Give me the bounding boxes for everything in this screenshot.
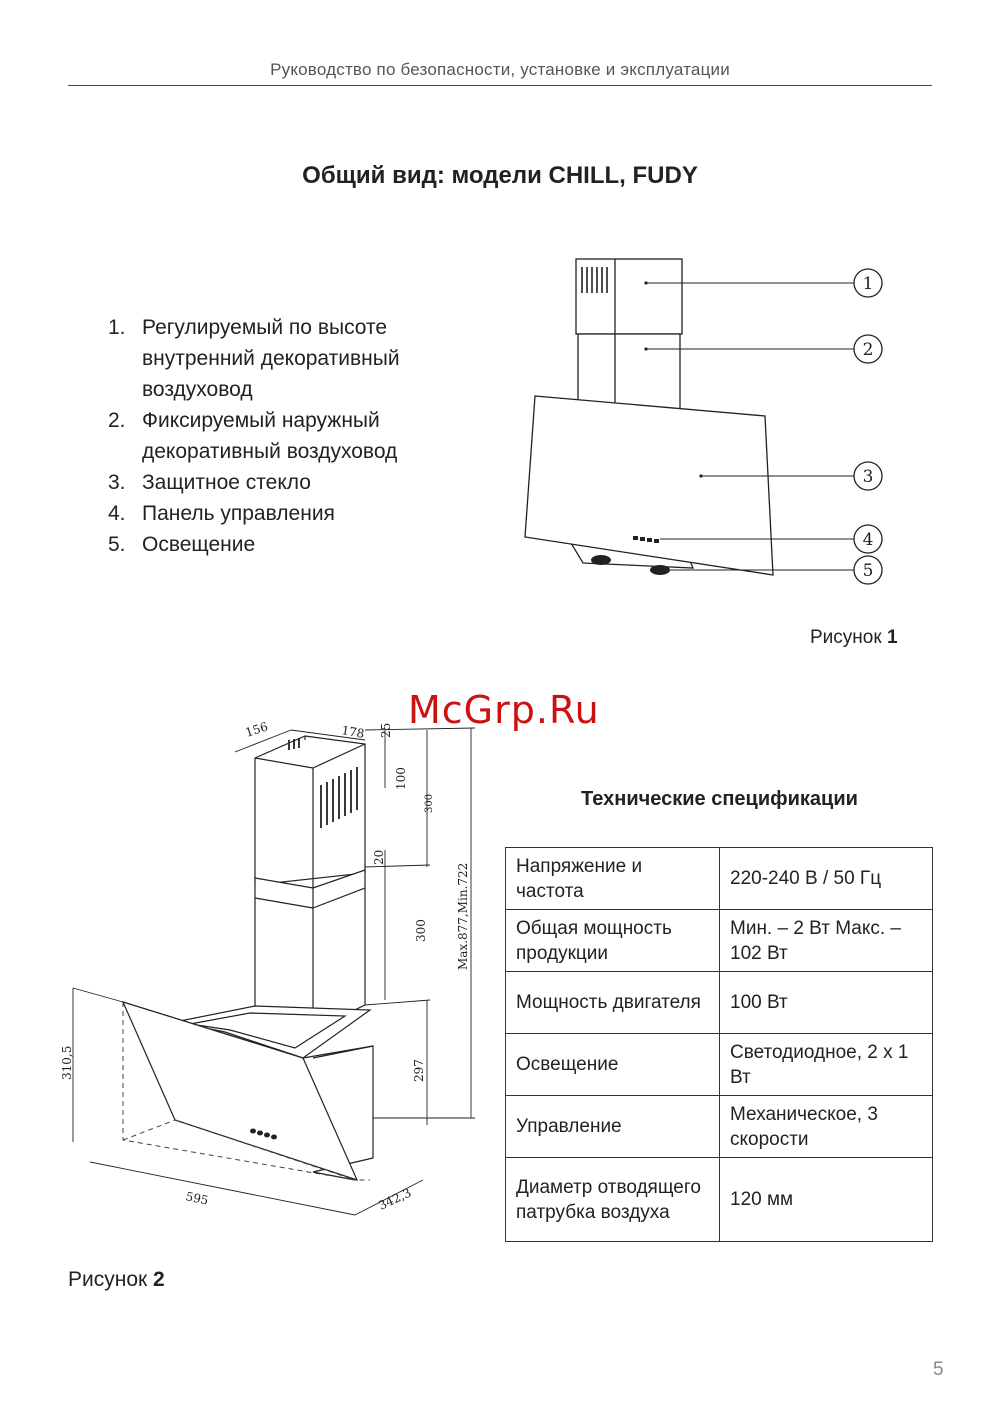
page-number: 5	[933, 1359, 944, 1380]
callout-label: 4	[862, 530, 874, 550]
running-header: Руководство по безопасности, установке и эксплуатации	[270, 60, 730, 79]
spec-key: Мощность двигателя	[506, 972, 720, 1034]
dimension-label: 100	[394, 767, 408, 790]
table-row	[506, 1096, 933, 1158]
list-item-number: 3.	[108, 471, 126, 494]
table-row	[506, 1158, 933, 1242]
dimension-label: 300	[424, 793, 435, 813]
header-rule	[68, 85, 932, 86]
list-item-text: Защитное стекло	[142, 471, 311, 494]
watermark: McGrp.Ru	[408, 688, 600, 732]
list-item-text: Освещение	[142, 533, 256, 556]
dimension-label: 156	[243, 719, 270, 740]
dimension-label: 25	[379, 722, 393, 738]
callout-label: 5	[862, 561, 874, 581]
figure-1-hood-illustration	[515, 245, 900, 590]
table-row	[506, 972, 933, 1034]
figure-2-dimension-drawing	[55, 710, 485, 1230]
spec-value: Светодиодное, 2 х 1 Вт	[720, 1034, 933, 1096]
callout-label: 1	[862, 274, 874, 294]
list-item-text: Фиксируемый наружный декоративный воздуховод	[142, 409, 398, 463]
light	[591, 555, 611, 565]
dimension-label: 297	[412, 1059, 426, 1082]
parts-list	[100, 312, 462, 560]
spec-value: 120 мм	[720, 1158, 933, 1242]
dimension-label: 300	[414, 919, 428, 942]
spec-value: 220-240 В / 50 Гц	[720, 848, 933, 910]
list-item	[100, 529, 462, 560]
caption-number: 1	[886, 627, 898, 648]
table-row	[506, 848, 933, 910]
spec-key: Общая мощность продукции	[506, 910, 720, 972]
list-item	[100, 405, 462, 467]
table-row	[506, 1034, 933, 1096]
list-item-number: 5.	[108, 533, 126, 556]
figure-1-caption	[810, 627, 898, 649]
list-item-number: 1.	[108, 316, 126, 339]
list-item	[100, 467, 462, 498]
caption-word: Рисунок	[810, 627, 882, 648]
protective-glass	[525, 396, 773, 575]
dimension-label: Max.877,Min.722	[456, 862, 470, 970]
callout-label: 2	[862, 340, 874, 360]
spec-value: Механическое, 3 скорости	[720, 1096, 933, 1158]
dimension-label: 595	[184, 1189, 210, 1208]
spec-key: Управление	[506, 1096, 720, 1158]
spec-key: Диаметр отводящего патрубка воздуха	[506, 1158, 720, 1242]
callout-label: 3	[862, 467, 874, 487]
list-item	[100, 498, 462, 529]
spec-key: Напряжение и частота	[506, 848, 720, 910]
figure-2-caption	[68, 1268, 165, 1292]
specs-title: Технические спецификации	[581, 788, 858, 810]
spec-value: Мин. – 2 Вт Макс. – 102 Вт	[720, 910, 933, 972]
page-title: Общий вид: модели CHILL, FUDY	[302, 162, 698, 189]
inner-duct	[255, 736, 365, 885]
table-row	[506, 910, 933, 972]
dimension-label: 342,3	[376, 1185, 414, 1213]
list-item-number: 4.	[108, 502, 126, 525]
specs-table	[505, 847, 933, 1242]
light	[650, 565, 670, 575]
dimension-label: 178	[340, 723, 366, 741]
list-item-number: 2.	[108, 409, 126, 432]
caption-word: Рисунок	[68, 1268, 148, 1291]
spec-key: Освещение	[506, 1034, 720, 1096]
caption-number: 2	[153, 1268, 165, 1291]
dimension-label: 20	[372, 849, 386, 865]
list-item-text: Регулируемый по высоте внутренний декоративный воздуховод	[142, 316, 400, 401]
list-item-text: Панель управления	[142, 502, 335, 525]
spec-value: 100 Вт	[720, 972, 933, 1034]
dimension-label: 310,5	[60, 1045, 74, 1080]
list-item	[100, 312, 462, 405]
